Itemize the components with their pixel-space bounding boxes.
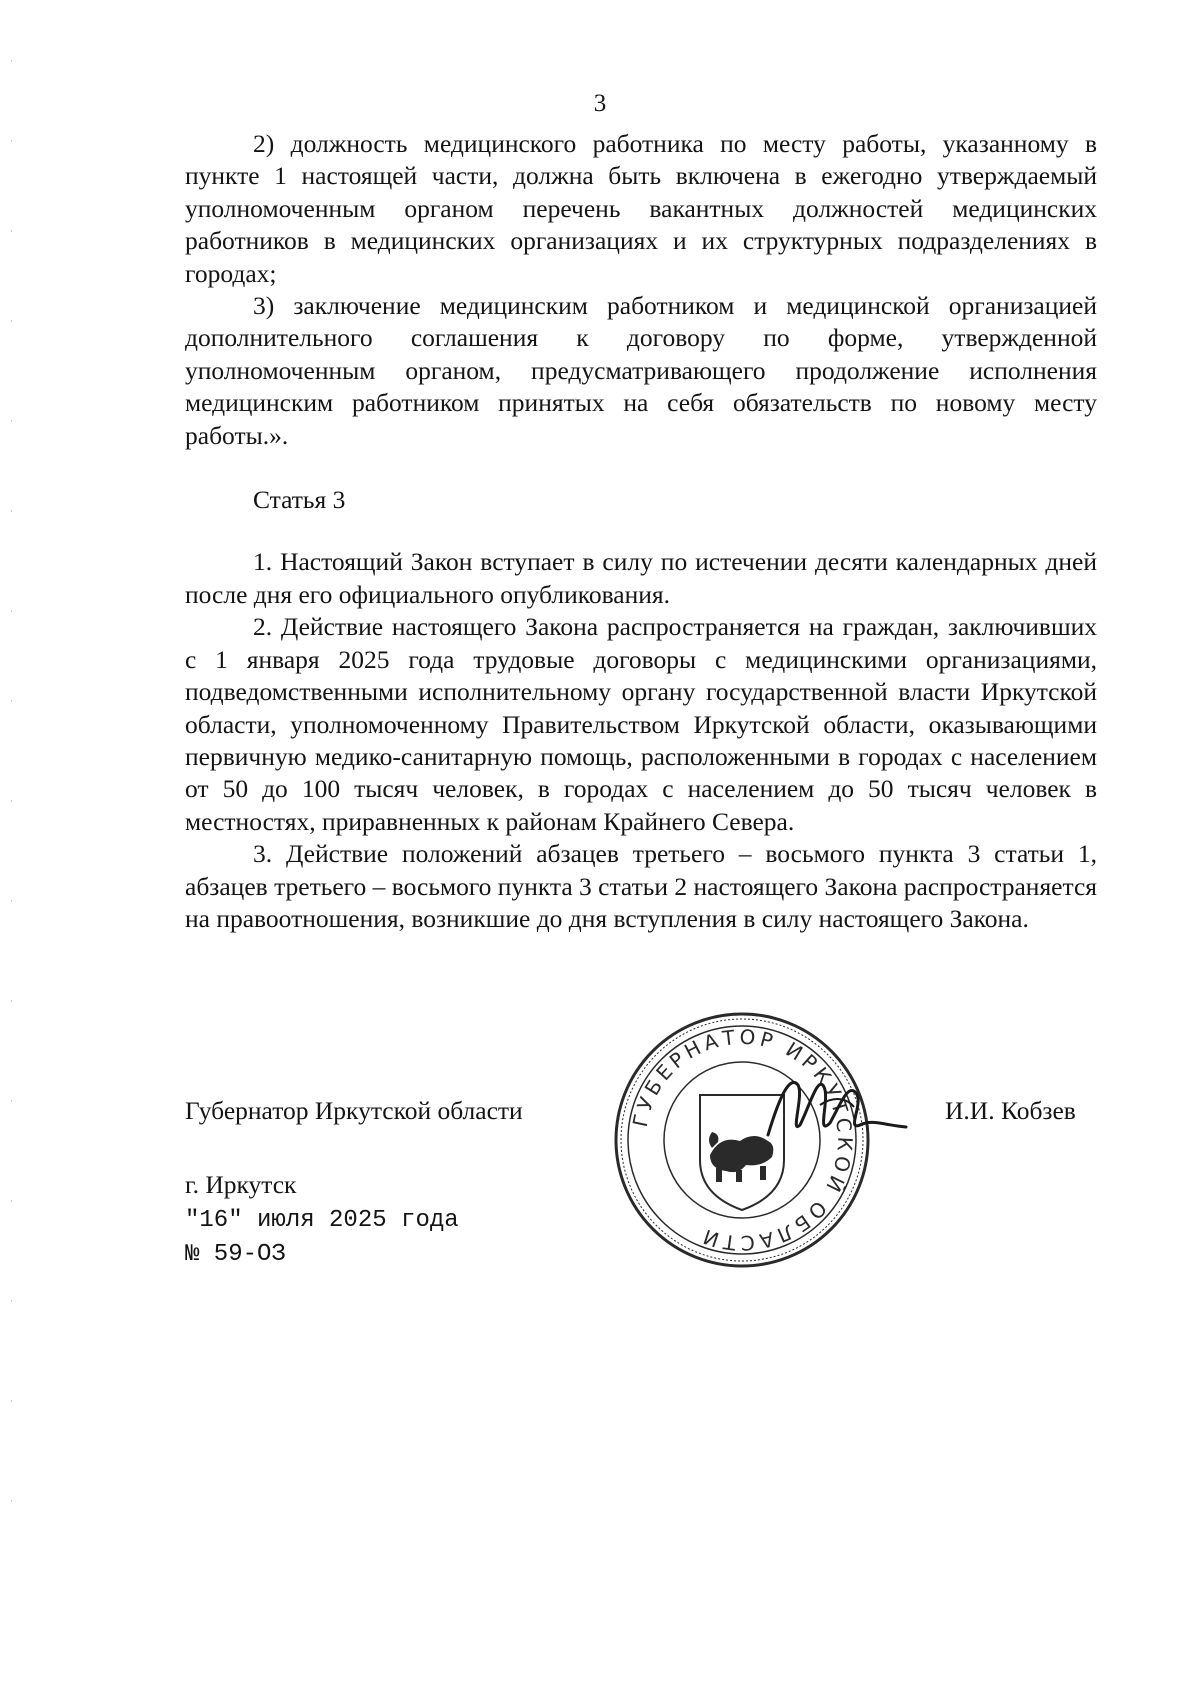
handwritten-signature [760, 1065, 910, 1160]
document-body [185, 128, 1097, 935]
article-item-1: 1. Настоящий Закон вступает в силу по истечении десяти календарных дней после дня его официального опубликования. [185, 547, 1097, 609]
scan-edge-marks [10, 0, 14, 1688]
signing-place: г. Иркутск [185, 1170, 297, 1199]
article-item-2: 2. Действие настоящего Закона распространяется на граждан, заключивших с 1 января 2025 года трудовые договоры с медицинскими организациями, подведомственными исполнительному органу государственной власти Иркутской области, уполномоченному Правительством Иркутской области, оказывающими первичную медико-санитарную помощь, расположенными в городах с населением от 50 до 100 тысяч человек, в городах с населением до 50 тысяч человек в местностях, приравненных к районам Крайнего Севера. [185, 612, 1097, 836]
article-item-3: 3. Действие положений абзацев третьего – восьмого пункта 3 статьи 1, абзацев третьего – восьмого пункта 3 статьи 2 настоящего Закона распространяется на правоотношения, возникшие до дня вступления в силу настоящего Закона. [185, 839, 1097, 933]
signatory-name: И.И. Кобзев [945, 1096, 1076, 1125]
page-number: 3 [593, 90, 607, 117]
seal-text: ГУБЕРНАТОР ИРКУТСКОЙ ОБЛАСТИ [627, 1024, 858, 1256]
article-title: Статья 3 [253, 485, 346, 515]
paragraph-item-3: 3) заключение медицинским работником и медицинской организацией дополнительного соглашения к договору по форме, утвержденной уполномоченным органом, предусматривающего продолжение исполнения медицинским работником принятых на себя обязательств по новому месту работы.». [185, 291, 1097, 450]
signatory-position: Губернатор Иркутской области [185, 1096, 523, 1125]
law-number: № 59-ОЗ [185, 1241, 286, 1268]
paragraph-item-2: 2) должность медицинского работника по месту работы, указанному в пункте 1 настоящей части, должна быть включена в ежегодно утверждаемый уполномоченным органом перечень вакантных должностей медицинских работников в медицинских организациях и их структурных подразделениях в городах; [185, 129, 1097, 288]
signing-date: "16" июля 2025 года [185, 1207, 459, 1234]
